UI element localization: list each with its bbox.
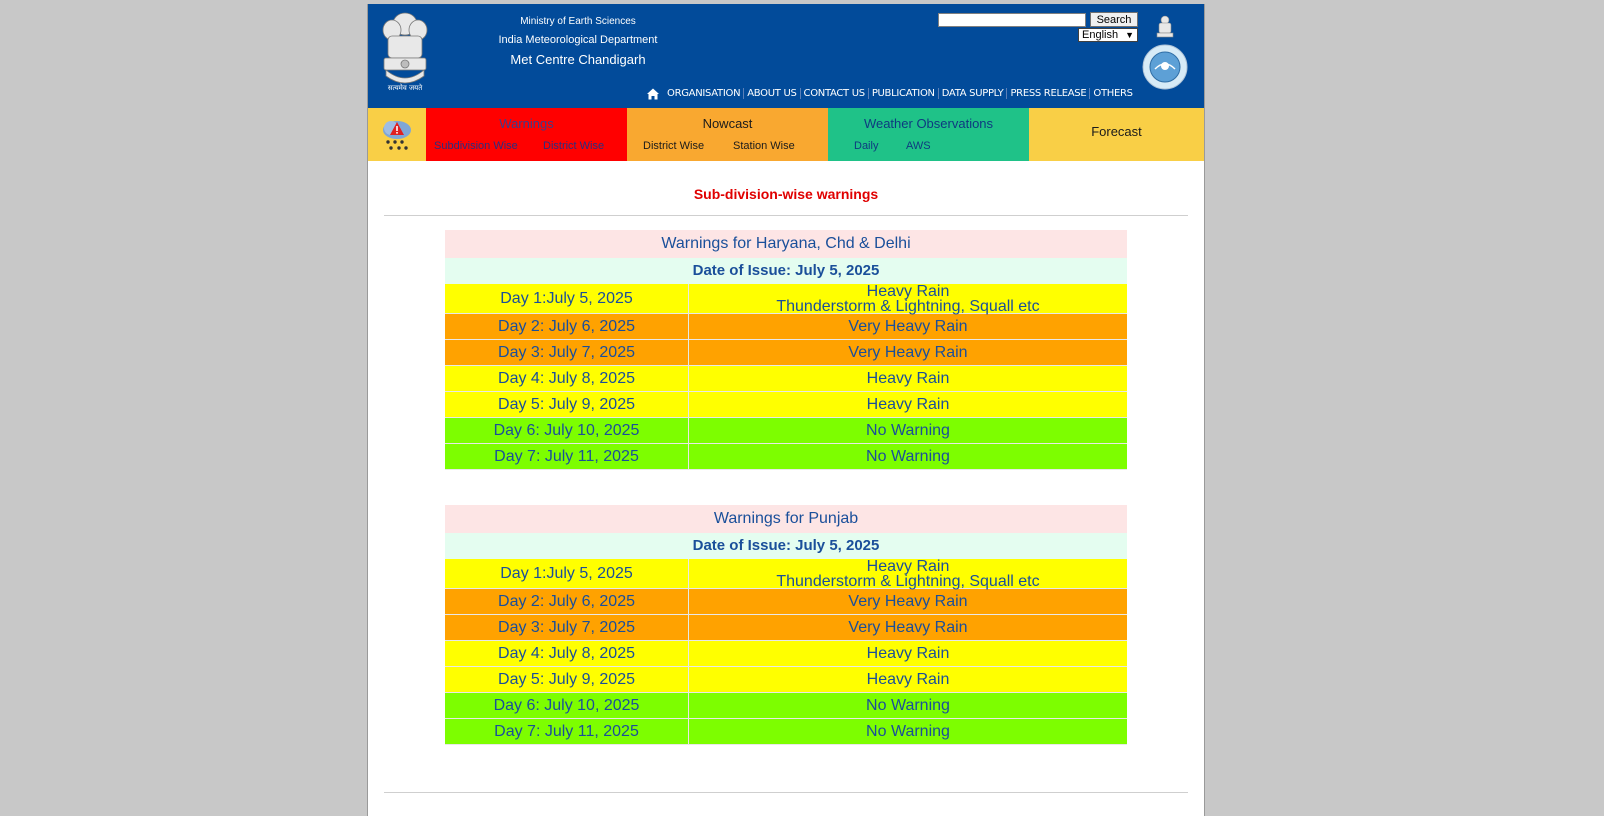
warning-text: No Warning bbox=[866, 448, 950, 465]
warning-text: Heavy Rain bbox=[866, 645, 950, 662]
warning-cell bbox=[689, 392, 1127, 417]
day-cell: Day 2: July 6, 2025 bbox=[445, 314, 689, 339]
weather-alert-icon bbox=[380, 116, 414, 152]
centre-name: Met Centre Chandigarh bbox=[510, 52, 646, 67]
warning-cell bbox=[689, 418, 1127, 443]
warning-text: No Warning bbox=[866, 723, 950, 740]
menu-nowcast-district-wise[interactable]: District Wise bbox=[643, 140, 705, 152]
language-select-value: English bbox=[1082, 29, 1119, 41]
menu-warnings bbox=[426, 108, 627, 161]
day-cell: Day 1:July 5, 2025 bbox=[445, 559, 689, 588]
menu-bar bbox=[368, 108, 1204, 161]
table-row bbox=[445, 719, 1127, 745]
warning-text: Heavy Rain bbox=[866, 282, 950, 300]
warning-cell bbox=[689, 641, 1127, 666]
table-row bbox=[445, 284, 1127, 314]
page-title: Sub-division-wise warnings bbox=[693, 186, 879, 202]
warning-cell bbox=[689, 693, 1127, 718]
issue-date: Date of Issue: July 5, 2025 bbox=[445, 533, 1127, 559]
search-button[interactable]: Search bbox=[1090, 12, 1138, 27]
table-row bbox=[445, 314, 1127, 340]
imd-logo-icon bbox=[1141, 42, 1189, 92]
warning-cell bbox=[689, 589, 1127, 614]
menu-subdivision-wise[interactable]: Subdivision Wise bbox=[434, 140, 518, 152]
menu-nowcast bbox=[627, 108, 828, 161]
table-row bbox=[445, 589, 1127, 615]
day-cell: Day 3: July 7, 2025 bbox=[445, 615, 689, 640]
nav-press-release[interactable]: PRESS RELEASE bbox=[1007, 88, 1090, 99]
menu-weather-observations bbox=[828, 108, 1029, 161]
day-cell: Day 4: July 8, 2025 bbox=[445, 641, 689, 666]
nav-publication[interactable]: PUBLICATION bbox=[869, 88, 939, 99]
site-header bbox=[368, 4, 1204, 108]
day-cell: Day 5: July 9, 2025 bbox=[445, 392, 689, 417]
nav-about-us[interactable]: ABOUT US bbox=[744, 88, 800, 99]
weather-alert-cell bbox=[368, 108, 426, 161]
table-row bbox=[445, 693, 1127, 719]
table-row bbox=[445, 559, 1127, 589]
menu-forecast bbox=[1029, 108, 1204, 161]
warning-text: Very Heavy Rain bbox=[848, 619, 968, 636]
warning-cell bbox=[689, 667, 1127, 692]
warning-text: Heavy Rain bbox=[866, 671, 950, 688]
warning-cell bbox=[689, 444, 1127, 469]
nav-others[interactable]: OTHERS bbox=[1093, 88, 1133, 100]
warnings-table bbox=[445, 230, 1127, 470]
warning-text: Thunderstorm & Lightning, Squall etc bbox=[776, 572, 1040, 590]
ministry-name: Ministry of Earth Sciences bbox=[520, 16, 636, 27]
menu-observations-title[interactable]: Weather Observations bbox=[863, 116, 994, 131]
table-row bbox=[445, 615, 1127, 641]
warning-cell bbox=[689, 719, 1127, 744]
warning-cell bbox=[689, 366, 1127, 391]
menu-warnings-title[interactable]: Warnings bbox=[499, 116, 554, 131]
day-cell: Day 2: July 6, 2025 bbox=[445, 589, 689, 614]
warning-text: Very Heavy Rain bbox=[848, 318, 968, 335]
home-icon[interactable] bbox=[646, 87, 660, 101]
warning-text: Heavy Rain bbox=[866, 370, 950, 387]
nav-contact-us[interactable]: CONTACT US bbox=[801, 88, 869, 99]
menu-aws[interactable]: AWS bbox=[906, 140, 931, 152]
divider bbox=[384, 215, 1188, 216]
department-name: India Meteorological Department bbox=[498, 34, 658, 46]
warning-text: Heavy Rain bbox=[866, 396, 950, 413]
day-cell: Day 6: July 10, 2025 bbox=[445, 693, 689, 718]
warning-text: No Warning bbox=[866, 422, 950, 439]
menu-daily[interactable]: Daily bbox=[854, 140, 879, 152]
day-cell: Day 1:July 5, 2025 bbox=[445, 284, 689, 313]
warning-cell bbox=[689, 314, 1127, 339]
table-row bbox=[445, 418, 1127, 444]
table-row bbox=[445, 392, 1127, 418]
warning-text: Thunderstorm & Lightning, Squall etc bbox=[776, 297, 1040, 315]
nav-organisation[interactable]: ORGANISATION bbox=[664, 88, 744, 99]
language-select[interactable] bbox=[1078, 28, 1138, 42]
day-cell: Day 5: July 9, 2025 bbox=[445, 667, 689, 692]
warning-cell bbox=[689, 615, 1127, 640]
warning-cell bbox=[689, 284, 1127, 313]
day-cell: Day 7: July 11, 2025 bbox=[445, 444, 689, 469]
day-cell: Day 7: July 11, 2025 bbox=[445, 719, 689, 744]
warning-cell bbox=[689, 559, 1127, 588]
small-emblem-icon bbox=[1154, 14, 1176, 40]
warning-text: Very Heavy Rain bbox=[848, 344, 968, 361]
top-navigation bbox=[646, 85, 1136, 101]
table-row bbox=[445, 444, 1127, 470]
menu-station-wise[interactable]: Station Wise bbox=[733, 140, 795, 152]
table-row bbox=[445, 667, 1127, 693]
day-cell: Day 4: July 8, 2025 bbox=[445, 366, 689, 391]
search-input[interactable] bbox=[938, 13, 1086, 27]
issue-date: Date of Issue: July 5, 2025 bbox=[445, 258, 1127, 284]
table-title: Warnings for Haryana, Chd & Delhi bbox=[445, 230, 1127, 258]
table-row bbox=[445, 641, 1127, 667]
divider bbox=[384, 792, 1188, 793]
warning-text: Very Heavy Rain bbox=[848, 593, 968, 610]
warnings-table bbox=[445, 505, 1127, 745]
page-container bbox=[367, 4, 1205, 816]
menu-nowcast-title[interactable]: Nowcast bbox=[702, 116, 753, 131]
table-row bbox=[445, 340, 1127, 366]
menu-warnings-district-wise[interactable]: District Wise bbox=[543, 140, 605, 152]
chevron-down-icon: ▼ bbox=[1125, 30, 1134, 40]
warning-text: Heavy Rain bbox=[866, 557, 950, 575]
day-cell: Day 6: July 10, 2025 bbox=[445, 418, 689, 443]
warning-cell bbox=[689, 340, 1127, 365]
warning-text: No Warning bbox=[866, 697, 950, 714]
emblem-caption: सत्यमेव जयते bbox=[387, 84, 423, 92]
day-cell: Day 3: July 7, 2025 bbox=[445, 340, 689, 365]
table-row bbox=[445, 366, 1127, 392]
nav-data-supply[interactable]: DATA SUPPLY bbox=[939, 88, 1008, 99]
menu-forecast-title[interactable]: Forecast bbox=[1091, 124, 1142, 139]
table-title: Warnings for Punjab bbox=[445, 505, 1127, 533]
